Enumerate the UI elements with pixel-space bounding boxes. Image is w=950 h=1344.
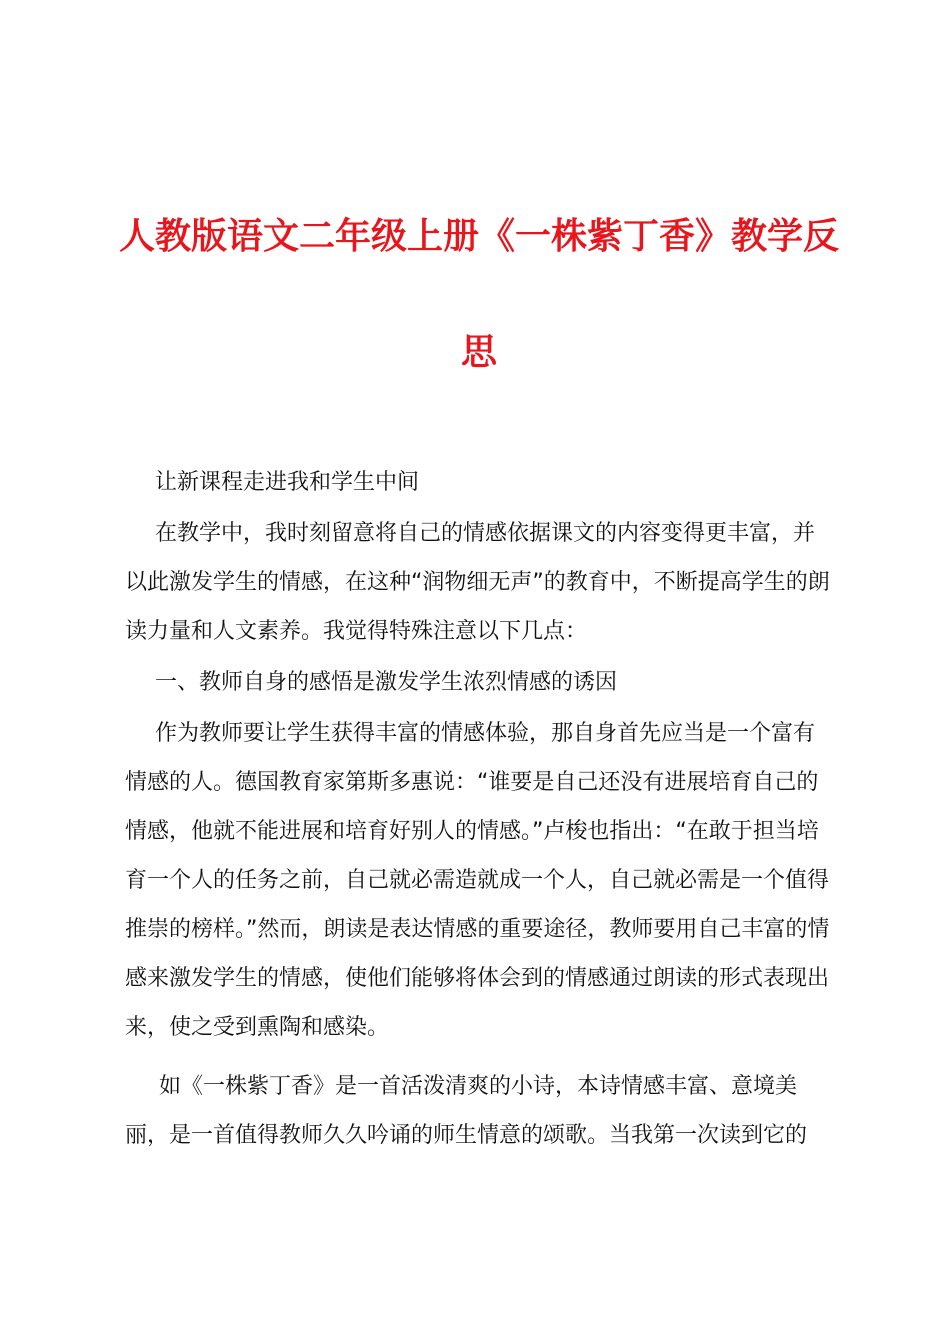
paragraph-subtitle: 让新课程走进我和学生中间	[155, 470, 420, 495]
paragraph-body: 作为教师要让学生获得丰富的情感体验，那自身首先应当是一个富有情感的人。德国教育家第斯多惠说：“谁要是自己还没有进展培育自己的情感，他就不能进展和培育好别人的情感。”卢梭也指出：“在敢于担当培育一个人的任务之前，自己就必需造就成一个人，自己就必需是一个值得推崇的榜样。”然而，朗读是表达情感的重要途径，教师要用自己丰富的情感来激发学生的情感，使他们能够将体会到的情感通过朗读的形式表现出来，使之受到熏陶和感染。	[125, 721, 830, 1040]
paragraph-section-heading: 一、教师自身的感悟是激发学生浓烈情感的诱因	[155, 670, 618, 695]
document-title-line-2: 思	[460, 331, 497, 373]
paragraph-intro: 在教学中，我时刻留意将自己的情感依据课文的内容变得更丰富，并以此激发学生的情感，在这种“润物细无声”的教育中，不断提高学生的朗读力量和人文素养。我觉得特殊注意以下几点：	[125, 521, 830, 644]
document-title-line-1: 人教版语文二年级上册《一株紫丁香》教学反	[118, 215, 839, 257]
paragraph-example: 如《一株紫丁香》是一首活泼清爽的小诗，本诗情感丰富、意境美丽，是一首值得教师久久吟诵的师生情意的颂歌。当我第一次读到它的	[125, 1074, 808, 1148]
